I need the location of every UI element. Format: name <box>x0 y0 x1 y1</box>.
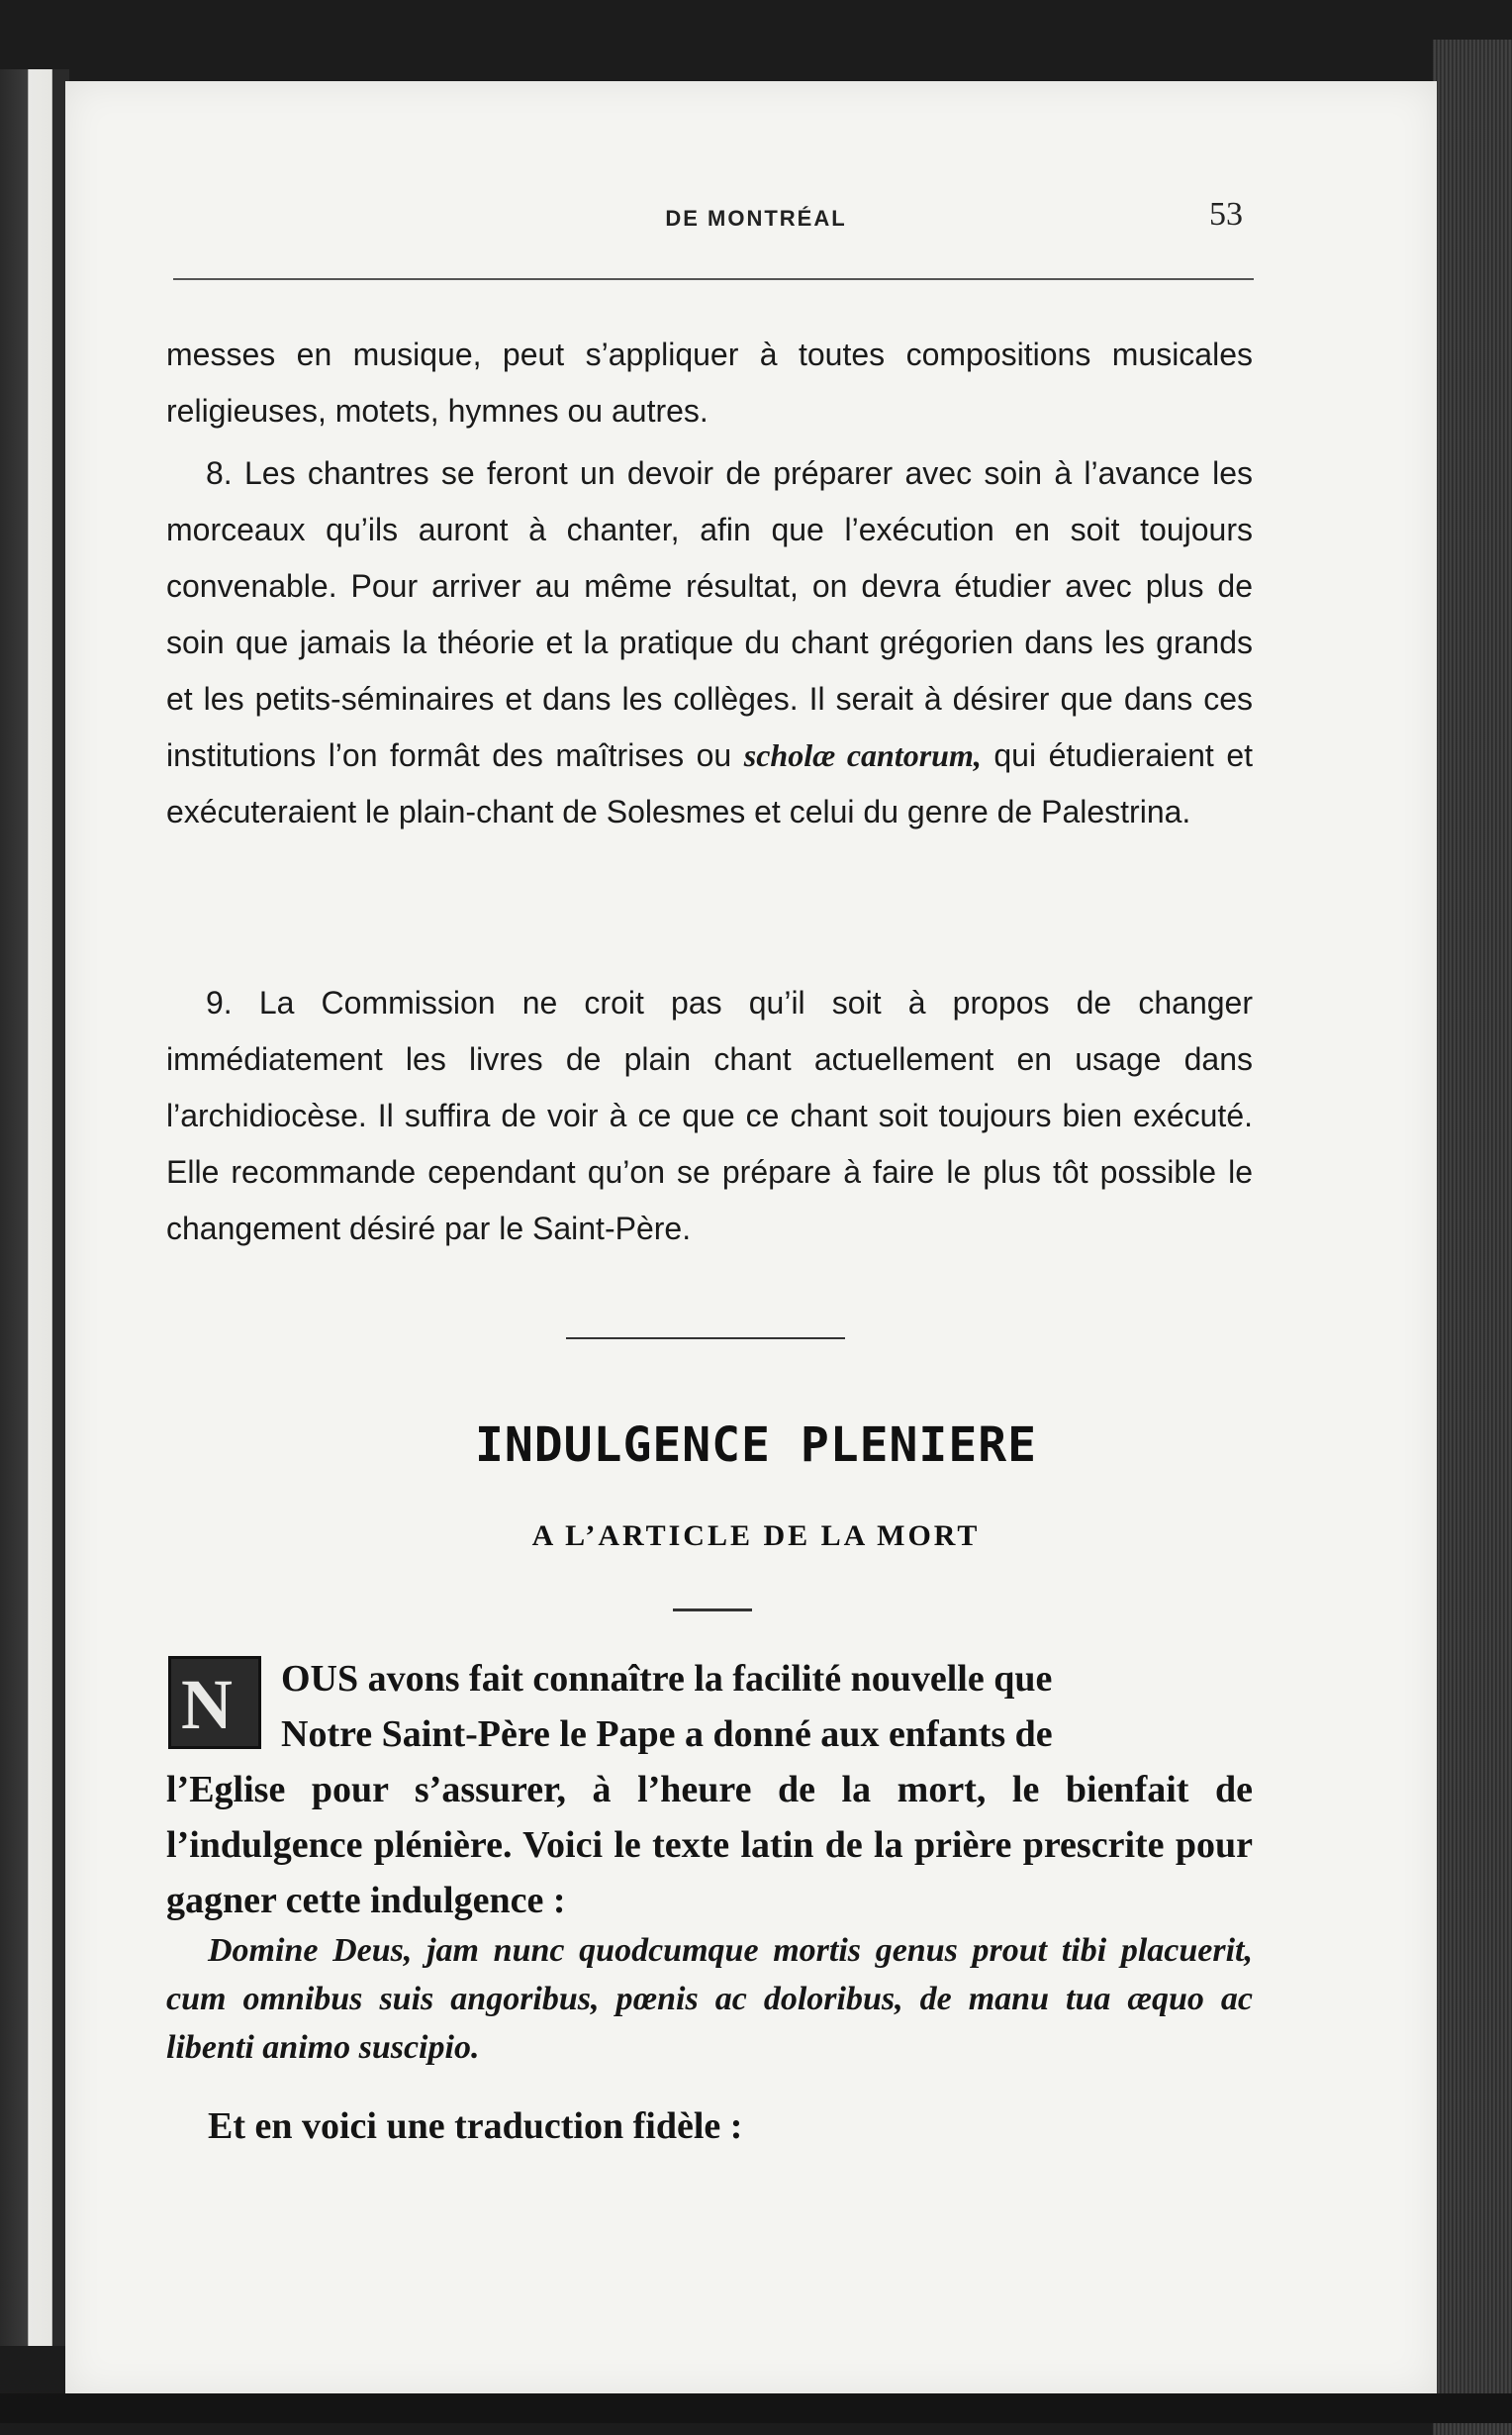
paragraph-text: messes en musique, peut s’appliquer à toutes compositions musicales religieuses, motets, hymnes ou autres. <box>166 337 1253 429</box>
paragraph-8-italic: scholæ cantorum, <box>743 737 982 773</box>
header-rule <box>173 278 1254 280</box>
paragraph-continuation <box>166 327 1253 439</box>
intro-line-2: Notre Saint-Père le Pape a donné aux enfants de <box>281 1713 1053 1755</box>
book-right-edge <box>1433 40 1512 2435</box>
section-subtitle: A L’ARTICLE DE LA MORT <box>531 1519 981 1552</box>
intro-rest: l’Eglise pour s’assurer, à l’heure de la mort, le bienfait de l’indulgence plénière. Voici le texte latin de la prière prescrite pour gagner cette indulgence : <box>166 1769 1253 1921</box>
paragraph-9 <box>166 975 1253 1257</box>
subtitle-rule <box>673 1608 752 1611</box>
paragraph-8-text <box>166 445 1253 840</box>
paragraph-8-after: qui étudieraient et exécuteraient le plain-chant de Solesmes et celui du genre de Palestrina. <box>166 737 1254 829</box>
intro-line-1: OUS avons fait connaître la facilité nouvelle que <box>281 1658 1053 1700</box>
running-head: DE MONTRÉAL <box>665 206 847 231</box>
section-title: INDULGENCE PLENIERE <box>474 1417 1038 1473</box>
drop-cap <box>168 1656 261 1749</box>
paragraph-8 <box>166 445 1253 840</box>
book-left-edge <box>0 69 69 2346</box>
closing-line: Et en voici une traduction fidèle : <box>208 2105 743 2147</box>
latin-prayer: Domine Deus, jam nunc quodcumque mortis genus prout tibi placuerit, cum omnibus suis angoribus, pœnis ac doloribus, de manu tua æquo ac libenti animo suscipio. <box>166 1932 1253 2066</box>
paragraph-9-text: 9. La Commission ne croit pas qu’il soit à propos de changer immédiatement les livres de plain chant actuellement en usage dans l’archidiocèse. Il suffira de voir à ce que ce chant soit toujours bien exécuté. Elle recommande cependant qu’on se prépare à faire le plus tôt possible le changement désiré par le Saint-Père. <box>166 985 1253 1246</box>
paragraph-8-before: 8. Les chantres se feront un devoir de préparer avec soin à l’avance les morceaux qu’ils auront à chanter, afin que l’exécution en soit toujours convenable. Pour arriver au même résultat, on devra étudier avec plus de soin que jamais la théorie et la pratique du chant grégorien dans les grands et les petits-séminaires et dans les collèges. Il serait à désirer que dans ces institutions l’on formât des maîtrises ou <box>166 455 1253 773</box>
page-number: 53 <box>1209 196 1243 233</box>
section-divider <box>566 1337 845 1339</box>
scan-bottom-border <box>0 2393 1512 2423</box>
drop-cap-letter: N <box>181 1665 233 1744</box>
